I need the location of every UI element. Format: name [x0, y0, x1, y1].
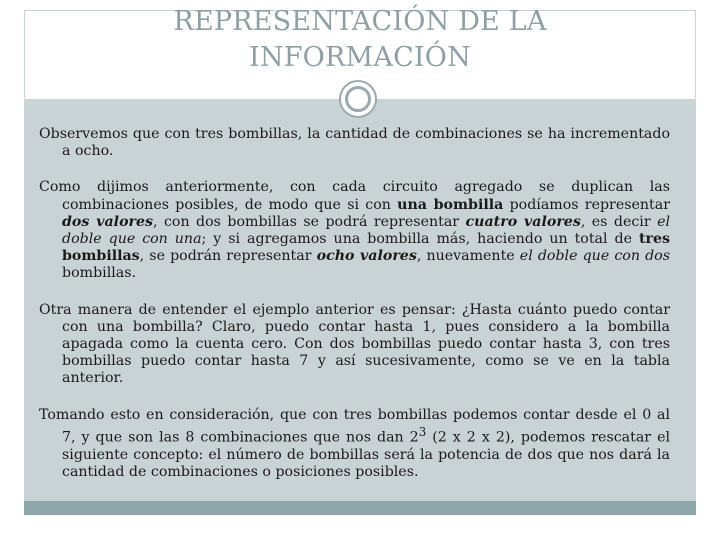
p2-text-8: bombillas.: [62, 265, 137, 282]
slide-title-line-1: REPRESENTACIÓN DE LA: [173, 6, 547, 37]
paragraph-1: [39, 126, 670, 160]
p2-italic-doble-dos: el doble que con dos: [519, 248, 670, 265]
paragraph-3: [39, 302, 670, 388]
p2-text-5: ; y si agregamos una bombilla más, haciendo un total de: [201, 231, 639, 248]
p2-bold-italic-cuatro-valores: cuatro valores: [465, 213, 581, 230]
p2-bold-tres-bombillas: tres bombillas: [62, 231, 670, 265]
paragraph-3-text: Otra manera de entender el ejemplo anterior es pensar: ¿Hasta cuánto puedo contar con una bombilla? Claro, puedo contar hasta 1, pues considero a la bombilla apagada como la cuenta cero. Con dos bombillas puedo contar hasta 3, con tres bombillas puedo contar hasta 7 y así sucesivamente, como se ve en la tabla anterior.: [39, 301, 670, 387]
paragraph-4: [39, 407, 670, 482]
paragraph-1-text: Observemos que con tres bombillas, la cantidad de combinaciones se ha incrementado a ocho.: [39, 126, 670, 160]
p4-exponent: 3: [418, 424, 427, 439]
p2-italic-doble-una: el doble que con una: [62, 213, 671, 248]
p2-bold-una-bombilla: una bombilla: [397, 196, 504, 213]
p2-text-3: , con dos bombillas se podrá representar: [153, 213, 466, 230]
p2-bold-italic-ocho-valores: ocho valores: [316, 248, 417, 265]
slide-title: [25, 4, 695, 76]
p2-text-1: Como dijimos anteriormente, con cada circuito agregado se duplican las combinaciones posibles, de modo que si con: [39, 179, 670, 213]
p4-text-1: Tomando esto en consideración, que con tres bombillas podemos contar desde el 0 al 7, y que son las 8 combinaciones que nos dan 2: [39, 406, 670, 446]
slide-title-line-2: INFORMACIÓN: [249, 42, 471, 73]
content-panel: [24, 99, 696, 501]
circle-ornament-icon: [339, 80, 377, 118]
p2-text-2: podíamos representar: [503, 196, 670, 213]
paragraph-2: [39, 179, 670, 282]
p2-bold-italic-dos-valores: dos valores: [62, 213, 154, 230]
p2-text-4: , es decir: [580, 213, 658, 230]
p2-text-6: , se podrán representar: [139, 248, 317, 265]
p4-text-2: (2 x 2 x 2), podemos rescatar el siguiente concepto: el número de bombillas será la potencia de dos que nos dará la cantidad de combinaciones o posiciones posibles.: [62, 429, 671, 480]
p2-text-7: , nuevamente: [416, 248, 520, 265]
bottom-bar: [24, 501, 696, 515]
